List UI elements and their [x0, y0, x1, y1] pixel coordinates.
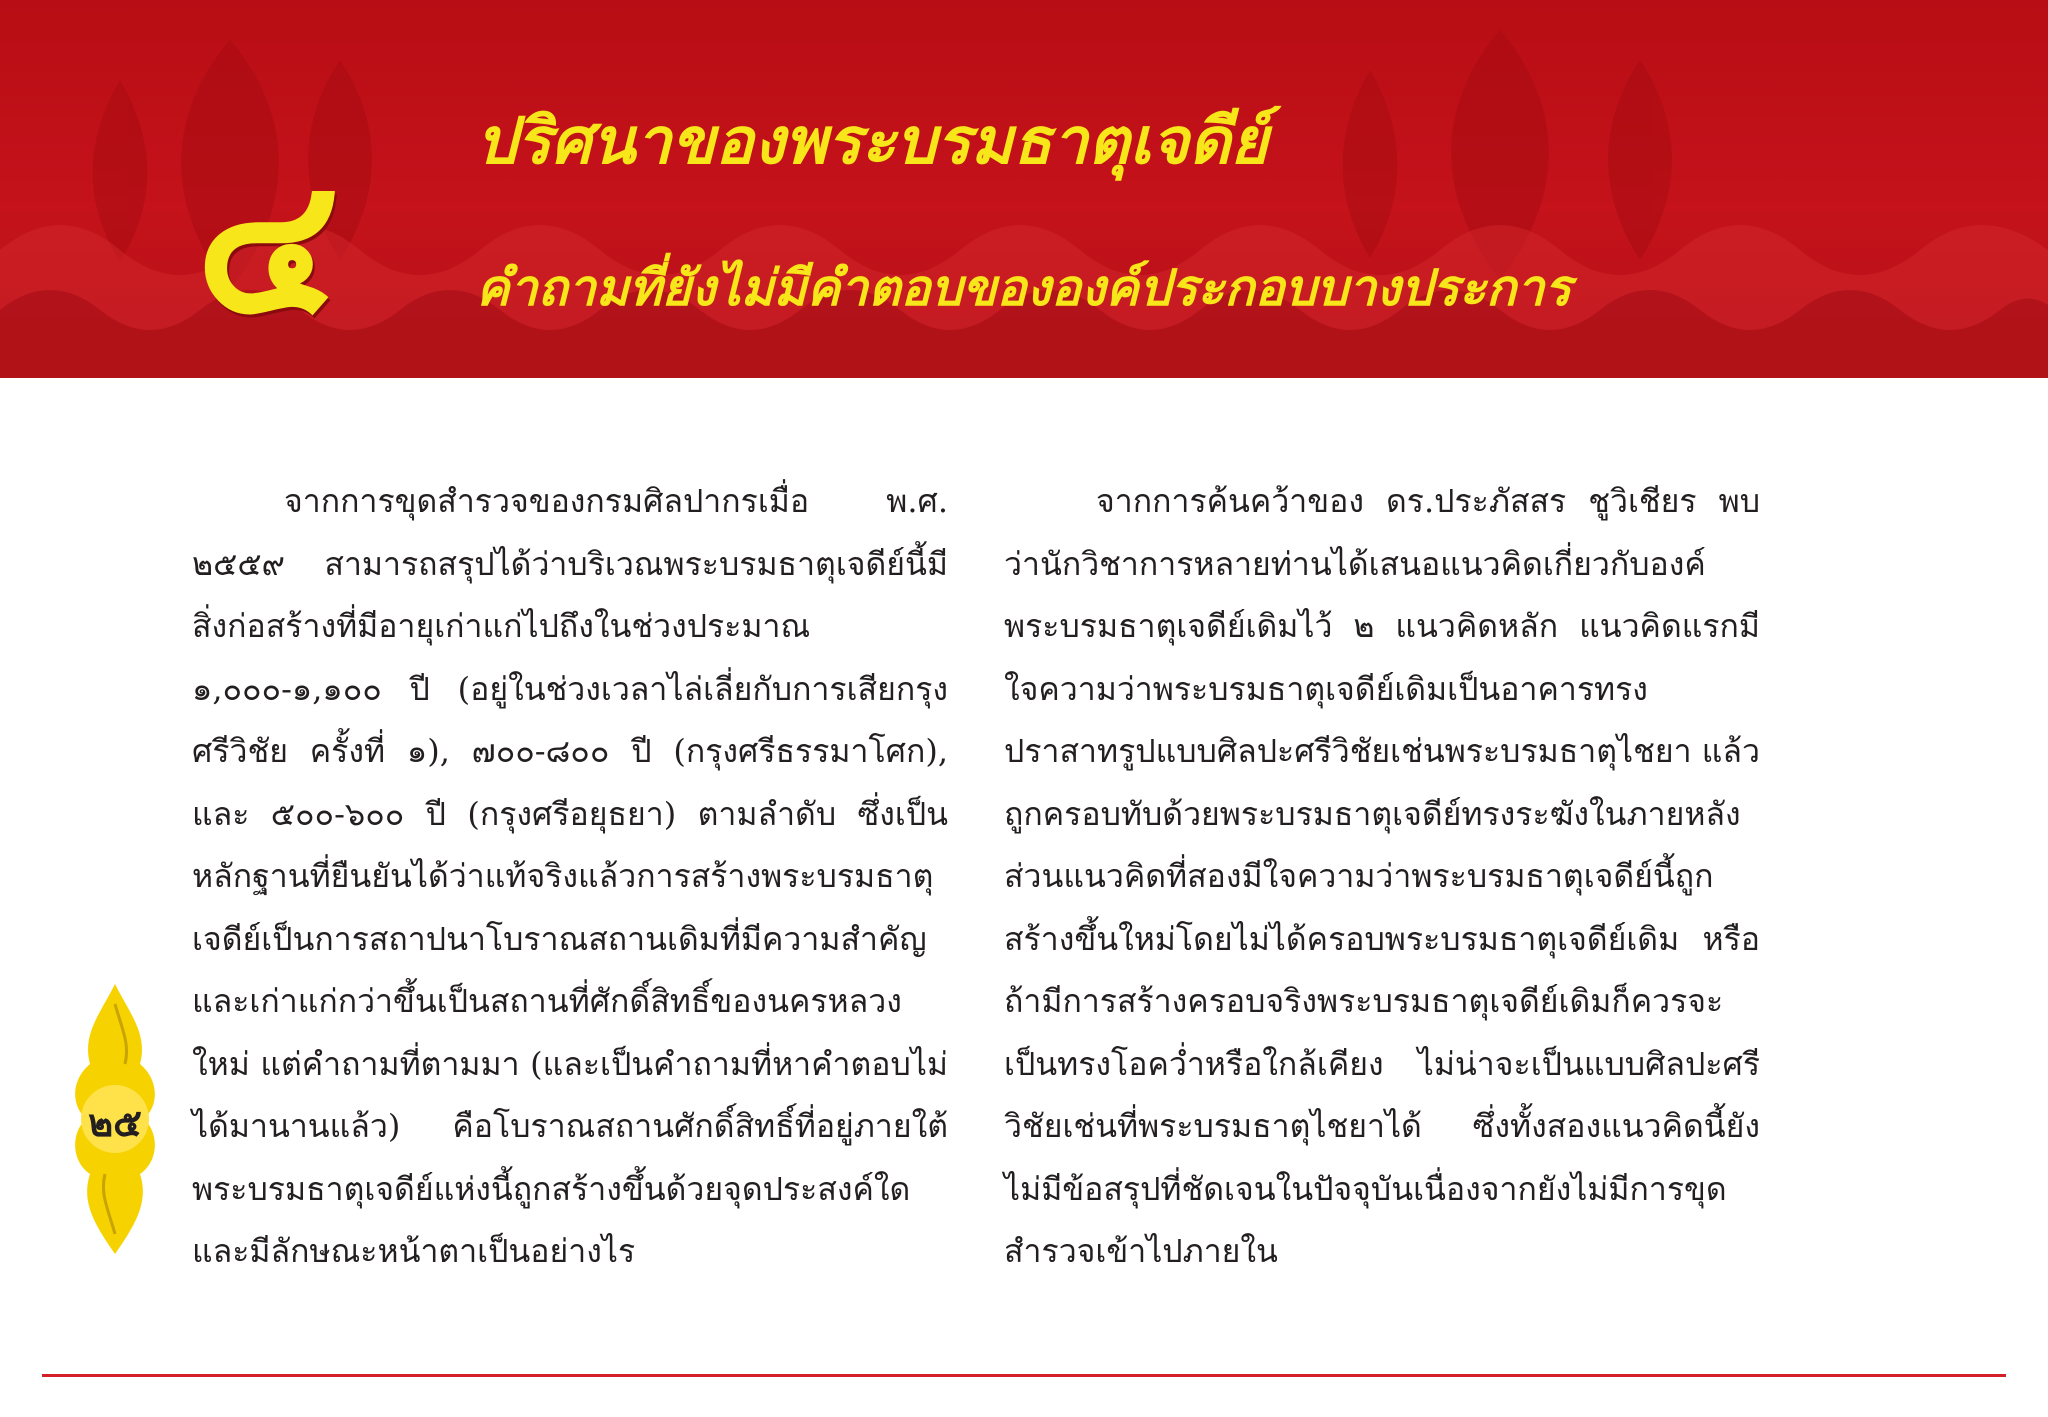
left-paragraph: จากการขุดสำรวจของกรมศิลปากรเมื่อ พ.ศ. ๒๕๕๙ สามารถสรุปได้ว่าบริเวณพระบรมธาตุเจดีย์นี้มีสิ่งก่อสร้างที่มีอายุเก่าแก่ไปถึงในช่วงประมาณ ๑,๐๐๐-๑,๑๐๐ ปี (อยู่ในช่วงเวลาไล่เลี่ยกับการเสียกรุงศรีวิชัย ครั้งที่ ๑), ๗๐๐-๘๐๐ ปี (กรุงศรีธรรมาโศก), และ ๕๐๐-๖๐๐ ปี (กรุงศรีอยุธยา) ตามลำดับ ซึ่งเป็นหลักฐานที่ยืนยันได้ว่าแท้จริงแล้วการสร้างพระบรมธาตุเจดีย์เป็นการสถาปนาโบราณสถานเดิมที่มีความสำคัญและเก่าแก่กว่าขึ้นเป็นสถานที่ศักดิ์สิทธิ์ของนครหลวงใหม่ แต่คำถามที่ตามมา (และเป็นคำถามที่หาคำตอบไม่ได้มานานแล้ว) คือโบราณสถานศักดิ์สิทธิ์ที่อยู่ภายใต้พระบรมธาตุเจดีย์แห่งนี้ถูกสร้างขึ้นด้วยจุดประสงค์ใดและมีลักษณะหน้าตาเป็นอย่างไร: [192, 482, 948, 1270]
chapter-banner: [0, 0, 2048, 378]
page-number: ๒๕: [88, 1100, 142, 1145]
footer-divider: [42, 1374, 2006, 1377]
right-column: [1004, 470, 1760, 1283]
right-paragraph: จากการค้นคว้าของ ดร.ประภัสสร ชูวิเชียร พบว่านักวิชาการหลายท่านได้เสนอแนวคิดเกี่ยวกับองค์พระบรมธาตุเจดีย์เดิมไว้ ๒ แนวคิดหลัก แนวคิดแรกมีใจความว่าพระบรมธาตุเจดีย์เดิมเป็นอาคารทรงปราสาทรูปแบบศิลปะศรีวิชัยเช่นพระบรมธาตุไชยา แล้วถูกครอบทับด้วยพระบรมธาตุเจดีย์ทรงระฆังในภายหลัง ส่วนแนวคิดที่สองมีใจความว่าพระบรมธาตุเจดีย์นี้ถูกสร้างขึ้นใหม่โดยไม่ได้ครอบพระบรมธาตุเจดีย์เดิม หรือถ้ามีการสร้างครอบจริงพระบรมธาตุเจดีย์เดิมก็ควรจะเป็นทรงโอคว่ำหรือใกล้เคียง ไม่น่าจะเป็นแบบศิลปะศรีวิชัยเช่นที่พระบรมธาตุไชยาได้ ซึ่งทั้งสองแนวคิดนี้ยังไม่มีข้อสรุปที่ชัดเจนในปัจจุบันเนื่องจากยังไม่มีการขุดสำรวจเข้าไปภายใน: [1004, 482, 1760, 1270]
chapter-number: ๔: [196, 133, 340, 356]
chapter-subtitle: คำถามที่ยังไม่มีคำตอบขององค์ประกอบบางประการ: [476, 259, 1572, 317]
left-column: [192, 470, 948, 1283]
chapter-title: ปริศนาของพระบรมธาตุเจดีย์: [476, 105, 1268, 179]
